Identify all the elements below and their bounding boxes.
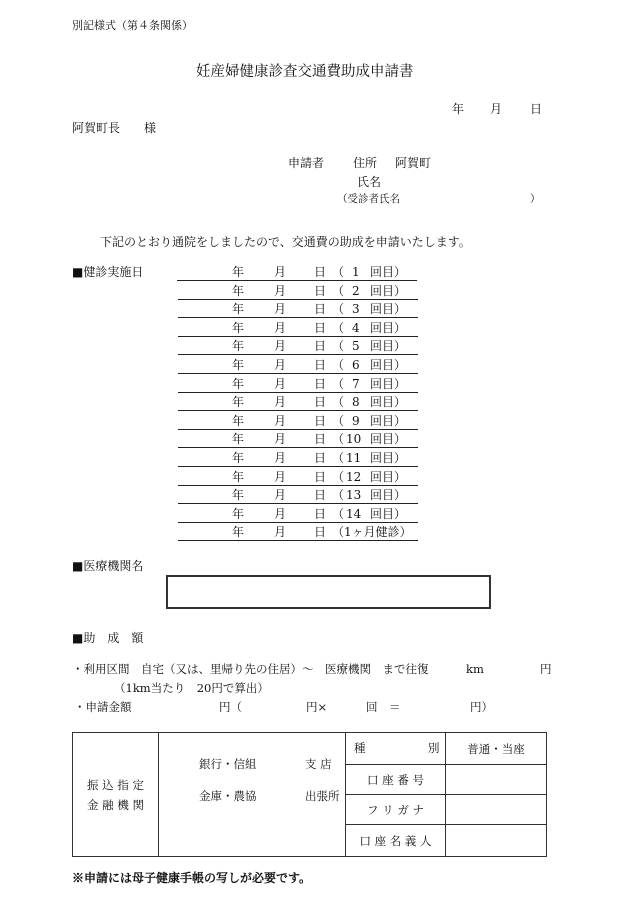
intro-text: 下記のとおり通院をしましたので、交通費の助成を申請いたします。: [100, 235, 471, 249]
exam-month-label: 月: [274, 283, 287, 298]
bank-label-line2: 金 融 機 関: [87, 797, 144, 812]
exam-month-label: 月: [274, 413, 287, 428]
amount-times: 円×: [306, 700, 328, 714]
exam-year-label: 年: [232, 395, 245, 410]
exam-paren-open: （: [332, 320, 345, 335]
account-kind-label-cell: [346, 733, 446, 765]
account-kind-label-b: 別: [428, 741, 440, 755]
footer-note: ※申請には母子健康手帳の写しが必要です。: [72, 871, 312, 885]
exam-date-underline: [178, 317, 418, 318]
exam-month-label: 月: [274, 469, 287, 484]
exam-paren-open: （: [332, 395, 345, 410]
exam-month-label: 月: [274, 488, 287, 503]
exam-visit-number: 6: [352, 358, 360, 372]
exam-date-underline: [178, 447, 418, 448]
exam-day-label: 日: [314, 469, 327, 484]
furigana-field[interactable]: [446, 795, 547, 825]
address-label: 住所: [353, 156, 378, 170]
branch-type-2: 出張所: [305, 789, 340, 803]
exam-date-heading: ■健診実施日: [72, 265, 144, 279]
form-reference: 別記様式（第４条関係）: [72, 19, 193, 32]
exam-paren-open: （: [332, 488, 345, 503]
exam-visit-number: 7: [352, 376, 360, 391]
exam-paren-open: （: [332, 265, 345, 279]
exam-visit-number: 5: [352, 339, 360, 354]
rate-note: （1km当たり 20円で算出）: [114, 681, 269, 695]
exam-visit-suffix: 回目）: [370, 376, 407, 391]
exam-date-underline: [178, 392, 418, 393]
exam-year-label: 年: [232, 451, 245, 465]
recipient: 阿賀町長 様: [72, 121, 157, 135]
exam-month-label: 月: [274, 320, 287, 335]
exam-paren-open: （: [332, 451, 345, 465]
exam-visit-number: 14: [346, 506, 362, 521]
account-number-label: 口 座 番 号: [346, 765, 446, 795]
exam-visit-suffix: 回目）: [370, 358, 407, 372]
exam-one-month-checkup: （1ヶ月健診）: [332, 525, 412, 540]
exam-month-label: 月: [274, 525, 287, 540]
medical-heading: ■医療機関名: [72, 559, 144, 573]
exam-paren-open: （: [332, 283, 345, 298]
exam-visit-suffix: 回目）: [370, 469, 407, 484]
exam-visit-suffix: 回目）: [370, 265, 407, 279]
medical-name-field[interactable]: [166, 575, 491, 609]
exam-date-underline: [178, 410, 418, 411]
exam-date-underline: [178, 522, 418, 523]
exam-year-label: 年: [232, 525, 245, 540]
exam-year-label: 年: [232, 506, 245, 521]
exam-day-label: 日: [314, 320, 327, 335]
exam-year-label: 年: [232, 469, 245, 484]
exam-day-label: 日: [314, 432, 327, 447]
exam-visit-number: 9: [352, 413, 360, 428]
exam-day-label: 日: [314, 451, 327, 465]
subsidy-heading: ■助 成 額: [72, 631, 144, 645]
exam-date-underline: [178, 466, 418, 467]
exam-date-underline: [177, 280, 417, 281]
exam-day-label: 日: [314, 395, 327, 410]
exam-date-underline: [178, 429, 418, 430]
bank-type-1: 銀行・信組: [199, 757, 257, 771]
exam-date-underline: [178, 354, 418, 355]
bank-label-cell: [73, 733, 159, 857]
exam-visit-suffix: 回目）: [370, 432, 407, 447]
exam-paren-open: （: [332, 358, 345, 372]
date-year-label: 年: [452, 102, 465, 116]
exam-visit-number: 10: [346, 432, 362, 447]
exam-month-label: 月: [274, 432, 287, 447]
exam-year-label: 年: [232, 265, 245, 279]
date-month-label: 月: [490, 102, 503, 116]
exam-visit-suffix: 回目）: [370, 283, 407, 298]
exam-date-underline: [178, 540, 418, 541]
exam-visit-suffix: 回目）: [370, 339, 407, 354]
amount-count: 回 ＝: [366, 700, 401, 714]
exam-date-underline: [178, 299, 418, 300]
bank-account-table: [72, 732, 547, 857]
exam-paren-open: （: [332, 469, 345, 484]
exam-visit-number: 12: [346, 469, 362, 484]
exam-visit-suffix: 回目）: [370, 320, 407, 335]
exam-month-label: 月: [274, 302, 287, 317]
exam-month-label: 月: [274, 451, 287, 465]
exam-visit-number: 2: [352, 283, 360, 298]
furigana-label: フ リ ガ ナ: [346, 795, 446, 825]
exam-visit-number: 1: [352, 265, 360, 279]
exam-day-label: 日: [314, 339, 327, 354]
exam-date-underline: [178, 373, 418, 374]
account-holder-field[interactable]: [446, 825, 547, 857]
account-holder-label: 口 座 名 義 人: [346, 825, 446, 857]
exam-date-underline: [178, 485, 418, 486]
route-yen-unit: 円: [540, 662, 552, 676]
exam-paren-open: （: [332, 376, 345, 391]
exam-month-label: 月: [274, 265, 287, 279]
exam-day-label: 日: [314, 525, 327, 540]
exam-year-label: 年: [232, 302, 245, 317]
bank-type-2: 金庫・農協: [199, 789, 257, 803]
applicant-label: 申請者: [288, 156, 325, 170]
route-label: ・利用区間 自宅（又は、里帰り先の住居）～ 医療機関 まで往復: [72, 662, 429, 676]
account-number-field[interactable]: [446, 765, 547, 795]
exam-visit-suffix: 回目）: [370, 488, 407, 503]
account-kind-label-a: 種: [354, 741, 366, 755]
exam-day-label: 日: [314, 376, 327, 391]
exam-day-label: 日: [314, 358, 327, 372]
exam-visit-suffix: 回目）: [370, 506, 407, 521]
exam-visit-suffix: 回目）: [370, 395, 407, 410]
exam-day-label: 日: [314, 302, 327, 317]
exam-date-underline: [178, 336, 418, 337]
exam-year-label: 年: [232, 339, 245, 354]
amount-yen-open: 円（: [219, 700, 242, 714]
exam-day-label: 日: [314, 506, 327, 521]
amount-close: 円）: [470, 700, 493, 714]
examinee-close: ）: [530, 193, 541, 205]
account-kind-value[interactable]: 普通・当座: [446, 733, 547, 765]
exam-year-label: 年: [232, 320, 245, 335]
exam-year-label: 年: [232, 376, 245, 391]
date-day-label: 日: [530, 102, 543, 116]
exam-month-label: 月: [274, 358, 287, 372]
exam-month-label: 月: [274, 395, 287, 410]
exam-day-label: 日: [314, 283, 327, 298]
exam-visit-number: 3: [352, 302, 360, 317]
name-label: 氏名: [357, 175, 382, 189]
exam-year-label: 年: [232, 432, 245, 447]
km-unit: km: [466, 662, 484, 676]
exam-year-label: 年: [232, 283, 245, 298]
exam-day-label: 日: [314, 413, 327, 428]
exam-year-label: 年: [232, 413, 245, 428]
exam-visit-number: 8: [352, 395, 360, 410]
exam-day-label: 日: [314, 488, 327, 503]
exam-visit-number: 13: [346, 488, 362, 503]
exam-paren-open: （: [332, 339, 345, 354]
exam-month-label: 月: [274, 376, 287, 391]
exam-paren-open: （: [332, 413, 345, 428]
exam-year-label: 年: [232, 488, 245, 503]
bank-label-line1: 振 込 指 定: [87, 777, 144, 792]
exam-visit-number: 4: [352, 320, 360, 335]
exam-paren-open: （: [332, 302, 345, 317]
page-title: 妊産婦健康診査交通費助成申請書: [196, 64, 414, 80]
exam-date-underline: [178, 503, 418, 504]
exam-day-label: 日: [314, 265, 327, 279]
exam-month-label: 月: [274, 339, 287, 354]
exam-year-label: 年: [232, 358, 245, 372]
examinee-label: （受診者氏名: [337, 193, 400, 205]
exam-visit-suffix: 回目）: [370, 413, 407, 428]
amount-label: ・申請金額: [74, 700, 132, 714]
exam-visit-suffix: 回目）: [370, 451, 407, 465]
exam-paren-open: （: [332, 506, 345, 521]
branch-type-1: 支 店: [305, 757, 332, 771]
address-value: 阿賀町: [395, 156, 432, 170]
exam-paren-open: （: [332, 432, 345, 447]
exam-month-label: 月: [274, 506, 287, 521]
exam-visit-number: 11: [346, 451, 362, 465]
bank-name-cell[interactable]: [159, 733, 346, 857]
exam-visit-suffix: 回目）: [370, 302, 407, 317]
